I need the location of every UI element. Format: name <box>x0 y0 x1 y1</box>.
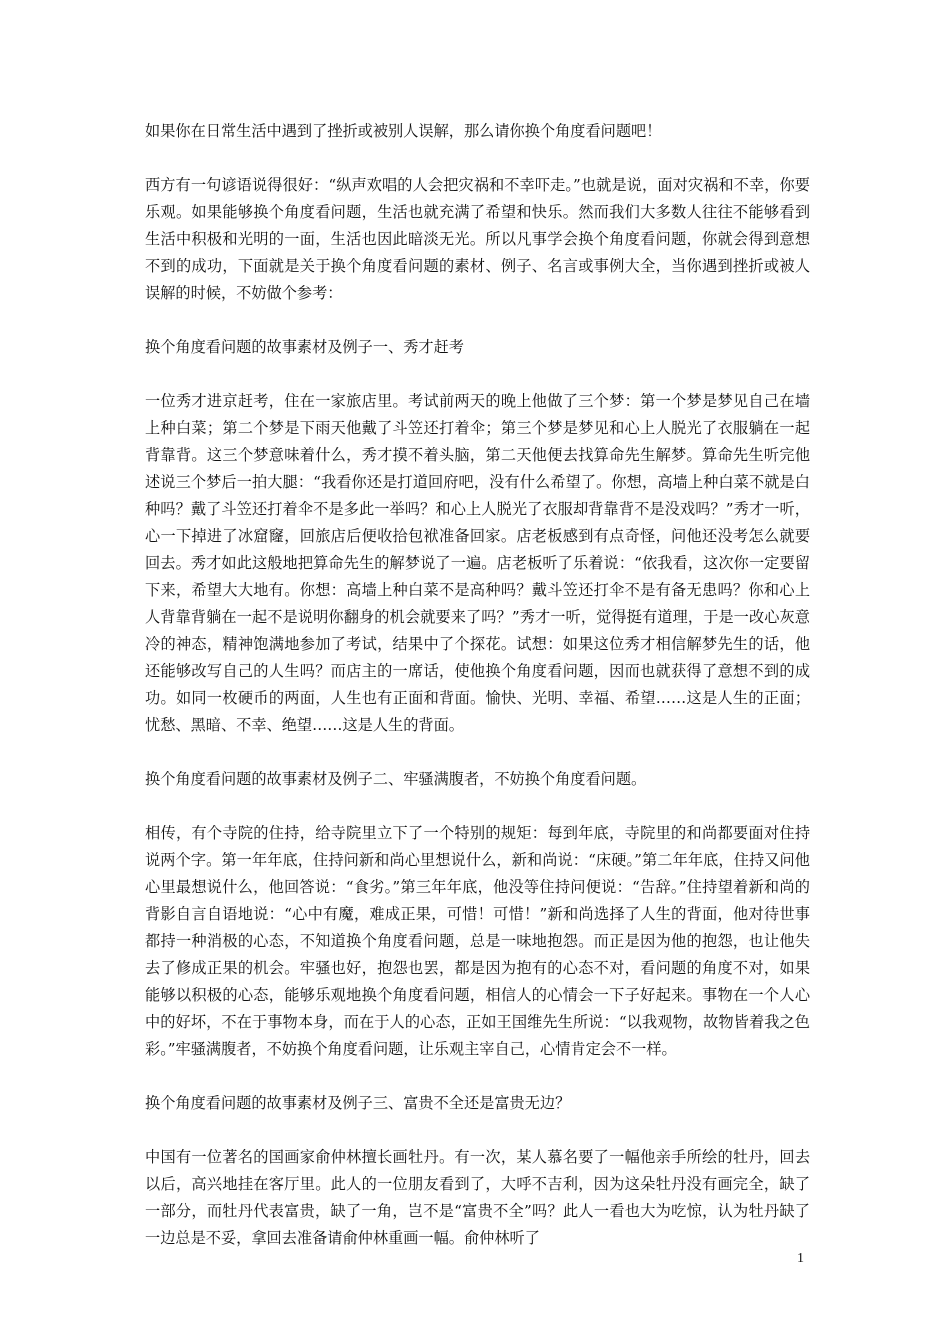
section-heading: 换个角度看问题的故事素材及例子一、秀才赶考 <box>145 338 464 356</box>
section-heading: 换个角度看问题的故事素材及例子二、牢骚满腹者，不妨换个角度看问题。 <box>145 770 647 788</box>
intro-paragraph: 如果你在日常生活中遇到了挫折或被别人误解，那么请你换个角度看问题吧！ <box>145 122 662 140</box>
body-paragraph: 相传，有个寺院的住持，给寺院里立下了一个特别的规矩：每到年底，寺院里的和尚都要面对住持说两个字。第一年年底，住持问新和尚心里想说什么，新和尚说：“床硬。”第二年年底，住持又问他心里最想说什么，他回答说：“食劣。”第三年年底，他没等住持问便说：“告辞。”住持望着新和尚的背影自言自语地说：“心中有魔，难成正果，可惜！可惜！”新和尚选择了人生的背面，他对待世事都持一种消极的心态，不知道换个角度看问题，总是一味地抱怨。而正是因为他的抱怨，也让他失去了修成正果的机会。牢骚也好，抱怨也罢，都是因为抱有的心态不对，看问题的角度不对，如果能够以积极的心态，能够乐观地换个角度看问题，相信人的心情会一下子好起来。事物在一个人心中的好坏，不在于事物本身，而在于人的心态，正如王国维先生所说：“以我观物，故物皆着我之色彩。”牢骚满腹者，不妨换个角度看问题，让乐观主宰自己，心情肯定会不一样。 <box>145 824 810 1058</box>
document-body <box>145 118 810 1279</box>
body-paragraph: 西方有一句谚语说得很好：“纵声欢唱的人会把灾祸和不幸吓走。”也就是说，面对灾祸和不幸，你要乐观。如果能够换个角度看问题，生活也就充满了希望和快乐。然而我们大多数人往往不能够看到生活中积极和光明的一面，生活也因此暗淡无光。所以凡事学会换个角度看问题，你就会得到意想不到的成功，下面就是关于换个角度看问题的素材、例子、名言或事例大全，当你遇到挫折或被人误解的时候，不妨做个参考： <box>145 176 810 302</box>
body-paragraph: 一位秀才进京赶考，住在一家旅店里。考试前两天的晚上他做了三个梦：第一个梦是梦见自己在墙上种白菜；第二个梦是下雨天他戴了斗笠还打着伞；第三个梦是梦见和心上人脱光了衣服躺在一起背靠背。这三个梦意味着什么，秀才摸不着头脑，第二天他便去找算命先生解梦。算命先生听完他述说三个梦后一拍大腿：“我看你还是打道回府吧，没有什么希望了。你想，高墙上种白菜不就是白种吗？戴了斗笠还打着伞不是多此一举吗？和心上人脱光了衣服却背靠背不是没戏吗？”秀才一听，心一下掉进了冰窟窿，回旅店后便收拾包袱准备回家。店老板感到有点奇怪，问他还没考怎么就要回去。秀才如此这般地把算命先生的解梦说了一遍。店老板听了乐着说：“依我看，这次你一定要留下来，希望大大地有。你想：高墙上种白菜不是高种吗？戴斗笠还打伞不是有备无患吗？你和心上人背靠背躺在一起不是说明你翻身的机会就要来了吗？”秀才一听，觉得挺有道理，于是一改心灰意冷的神态，精神饱满地参加了考试，结果中了个探花。试想：如果这位秀才相信解梦先生的话，他还能够改写自己的人生吗？而店主的一席话，使他换个角度看问题，因而也就获得了意想不到的成功。如同一枚硬币的两面，人生也有正面和背面。愉快、光明、幸福、希望……这是人生的正面；忧愁、黑暗、不幸、绝望……这是人生的背面。 <box>145 392 810 734</box>
page-number: 1 <box>797 1251 804 1266</box>
section-heading: 换个角度看问题的故事素材及例子三、富贵不全还是富贵无边？ <box>145 1094 571 1112</box>
body-paragraph: 中国有一位著名的国画家俞仲林擅长画牡丹。有一次，某人慕名要了一幅他亲手所绘的牡丹，回去以后，高兴地挂在客厅里。此人的一位朋友看到了，大呼不吉利，因为这朵牡丹没有画完全，缺了一部分，而牡丹代表富贵，缺了一角，岂不是“富贵不全”吗？此人一看也大为吃惊，认为牡丹缺了一边总是不妥，拿回去准备请俞仲林重画一幅。俞仲林听了 <box>145 1148 810 1247</box>
